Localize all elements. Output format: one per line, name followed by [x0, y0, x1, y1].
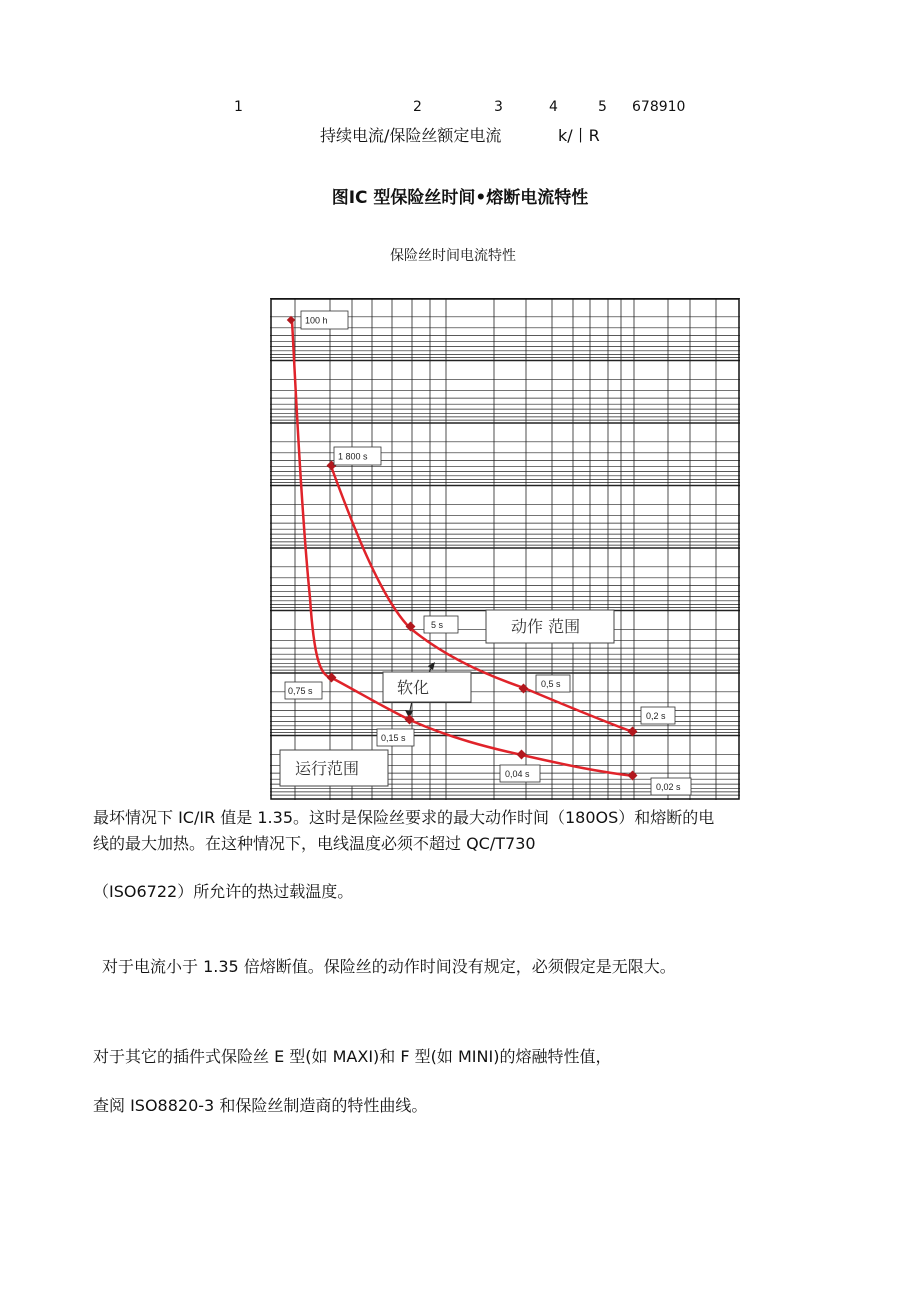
- axis-tick-3: 3: [494, 99, 503, 115]
- point-label-0-02s: 0,02 s: [656, 782, 681, 792]
- point-label-100h: 100 h: [305, 315, 328, 326]
- point-label-1800s: 1 800 s: [338, 451, 368, 462]
- point-label-0-75s: 0,75 s: [288, 686, 313, 696]
- axis-tick-1: 1: [234, 99, 243, 115]
- paragraph-5: 查阅 ISO8820-3 和保险丝制造商的特性曲线。: [93, 1096, 428, 1115]
- figure-caption: 图IC 型保险丝时间•熔断电流特性: [331, 188, 589, 208]
- axis-tick-6-10: 678910: [632, 99, 686, 115]
- point-label-0-5s: 0,5 s: [541, 679, 561, 689]
- chart-background: [270, 298, 740, 800]
- chart-title: 保险丝时间电流特性: [390, 248, 516, 264]
- region-label-operating: 运行范围: [295, 759, 360, 778]
- point-label-0-04s: 0,04 s: [505, 769, 530, 779]
- point-label-5s: 5 s: [431, 620, 444, 630]
- paragraph-4: 对于其它的插件式保险丝 E 型(如 MAXI)和 F 型(如 MINI)的熔融特性值，: [93, 1047, 612, 1066]
- point-label-0-2s: 0,2 s: [646, 711, 666, 721]
- axis-tick-4: 4: [549, 99, 558, 115]
- axis-title-symbol: k/丨R: [558, 126, 600, 145]
- axis-tick-2: 2: [413, 99, 422, 115]
- point-label-0-15s: 0,15 s: [381, 733, 406, 743]
- paragraph-3: 对于电流小于 1.35 倍熔断值。保险丝的动作时间没有规定，必须假定是无限大。: [102, 957, 676, 976]
- region-label-action: 动作 范围: [511, 617, 581, 636]
- axis-title: 持续电流/保险丝额定电流: [320, 126, 502, 145]
- paragraph-1-line-2: 线的最大加热。在这种情况下，电线温度必须不超过 QC/T730: [93, 834, 536, 853]
- paragraph-2: （ISO6722）所允许的热过载温度。: [93, 882, 354, 901]
- axis-tick-5: 5: [598, 99, 607, 115]
- paragraph-1-line-1: 最坏情况下 IC/IR 值是 1.35。这时是保险丝要求的最大动作时间（180OS）和熔断的电: [93, 808, 715, 827]
- region-label-softening: 软化: [397, 678, 430, 697]
- fuse-time-current-chart: [270, 298, 740, 800]
